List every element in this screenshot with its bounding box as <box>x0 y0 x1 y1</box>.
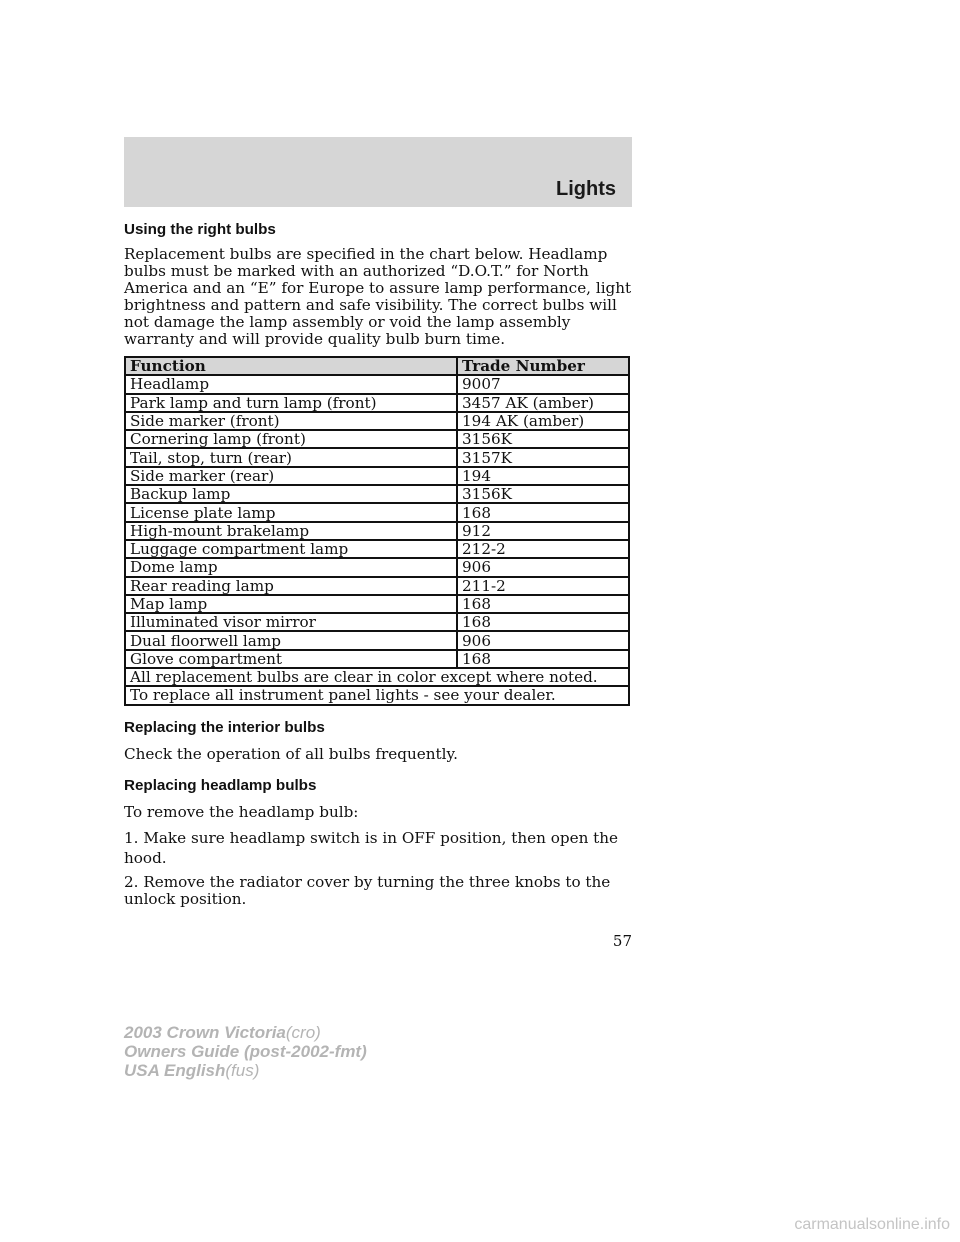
document-footer <box>124 1023 367 1080</box>
trade-number-cell: 912 <box>457 522 629 540</box>
trade-number-cell: 194 <box>457 467 629 485</box>
function-cell: Glove compartment <box>125 650 457 668</box>
function-cell: Illuminated visor mirror <box>125 613 457 631</box>
heading-replacing-interior-bulbs: Replacing the interior bulbs <box>124 718 325 736</box>
table-note-row <box>125 668 629 686</box>
table-row <box>125 650 629 668</box>
table-row <box>125 412 629 430</box>
section-title: Lights <box>556 178 616 200</box>
trade-number-cell: 194 AK (amber) <box>457 412 629 430</box>
table-header-row <box>125 357 629 375</box>
footer-language-code: (fus) <box>225 1061 260 1080</box>
function-cell: Side marker (front) <box>125 412 457 430</box>
footer-model: 2003 Crown Victoria <box>124 1023 286 1042</box>
function-cell: Tail, stop, turn (rear) <box>125 448 457 466</box>
section-header-band <box>124 137 632 207</box>
function-cell: High-mount brakelamp <box>125 522 457 540</box>
function-cell: Backup lamp <box>125 485 457 503</box>
footer-guide: Owners Guide (post-2002-fmt) <box>124 1042 367 1061</box>
page-number: 57 <box>612 932 632 950</box>
function-cell: Headlamp <box>125 375 457 393</box>
function-cell: Cornering lamp (front) <box>125 430 457 448</box>
page-content <box>124 220 632 914</box>
table-row <box>125 375 629 393</box>
trade-number-cell: 906 <box>457 558 629 576</box>
table-row <box>125 631 629 649</box>
function-cell: Dome lamp <box>125 558 457 576</box>
table-row <box>125 448 629 466</box>
bulb-table <box>124 356 630 706</box>
function-cell: Park lamp and turn lamp (front) <box>125 394 457 412</box>
heading-using-right-bulbs: Using the right bulbs <box>124 221 276 238</box>
footer-model-code: (cro) <box>285 1023 321 1042</box>
function-cell: License plate lamp <box>125 503 457 521</box>
table-row <box>125 577 629 595</box>
table-row <box>125 485 629 503</box>
function-cell: Luggage compartment lamp <box>125 540 457 558</box>
headlamp-intro: To remove the headlamp bulb: <box>124 802 359 821</box>
table-row <box>125 540 629 558</box>
table-row <box>125 394 629 412</box>
trade-number-cell: 168 <box>457 503 629 521</box>
table-row <box>125 522 629 540</box>
trade-number-cell: 168 <box>457 595 629 613</box>
trade-number-cell: 3157K <box>457 448 629 466</box>
trade-number-cell: 9007 <box>457 375 629 393</box>
heading-replacing-headlamp-bulbs: Replacing headlamp bulbs <box>124 776 317 794</box>
table-row <box>125 430 629 448</box>
column-header-trade-number: Trade Number <box>457 357 629 375</box>
headlamp-step-1: 1. Make sure headlamp switch is in OFF position, then open the hood. <box>124 828 619 867</box>
table-row <box>125 558 629 576</box>
function-cell: Map lamp <box>125 595 457 613</box>
table-note: All replacement bulbs are clear in color except where noted. <box>125 668 629 686</box>
trade-number-cell: 211-2 <box>457 577 629 595</box>
table-row <box>125 503 629 521</box>
watermark: carmanualsonline.info <box>794 1216 950 1233</box>
trade-number-cell: 906 <box>457 631 629 649</box>
trade-number-cell: 3156K <box>457 430 629 448</box>
table-body <box>125 375 629 668</box>
intro-paragraph: Replacement bulbs are specified in the chart below. Headlamp bulbs must be marked with an authorized “D.O.T.” for North America and an “E” for Europe to assure lamp performance, light brightness and pattern and safe visibility. The correct bulbs will not damage the lamp assembly or void the lamp assembly warranty and will provide quality bulb burn time. <box>124 245 632 348</box>
trade-number-cell: 168 <box>457 613 629 631</box>
trade-number-cell: 168 <box>457 650 629 668</box>
trade-number-cell: 3457 AK (amber) <box>457 394 629 412</box>
trade-number-cell: 3156K <box>457 485 629 503</box>
column-header-function: Function <box>125 357 457 375</box>
table-row <box>125 467 629 485</box>
function-cell: Dual floorwell lamp <box>125 631 457 649</box>
footer-language: USA English <box>124 1061 226 1080</box>
function-cell: Rear reading lamp <box>125 577 457 595</box>
function-cell: Side marker (rear) <box>125 467 457 485</box>
table-row <box>125 595 629 613</box>
trade-number-cell: 212-2 <box>457 540 629 558</box>
interior-bulbs-paragraph: Check the operation of all bulbs frequently. <box>124 744 458 763</box>
table-row <box>125 613 629 631</box>
headlamp-step-2: 2. Remove the radiator cover by turning the three knobs to the unlock position. <box>124 872 611 908</box>
table-note: To replace all instrument panel lights - see your dealer. <box>125 686 629 704</box>
table-note-row <box>125 686 629 704</box>
